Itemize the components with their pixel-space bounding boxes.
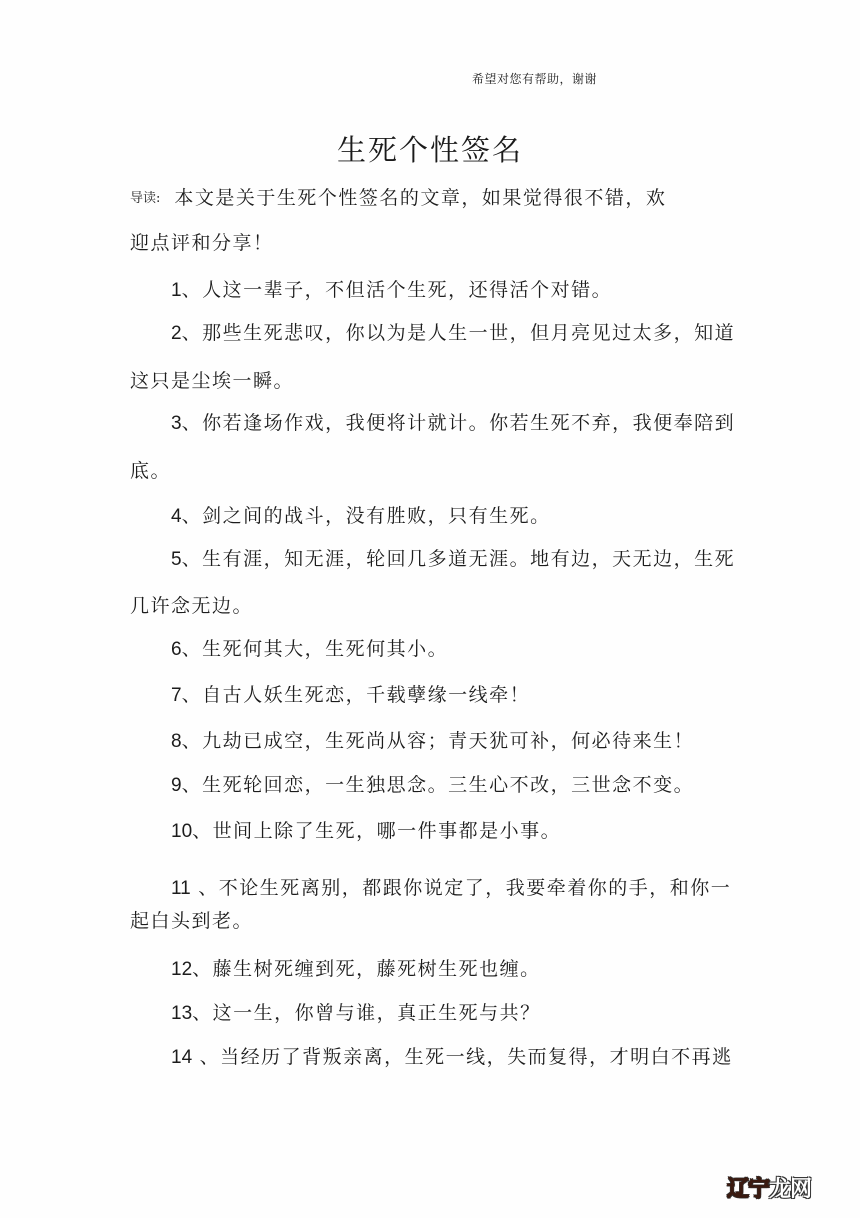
list-item-6: [171, 637, 448, 662]
item-number: 13: [171, 1003, 193, 1024]
list-item-7: [171, 683, 530, 708]
item-text: 、生有涯，知无涯，轮回几多道无涯。地有边，天无边，生死: [181, 548, 736, 570]
list-item-2: [171, 321, 735, 346]
list-item-4: [171, 504, 551, 529]
item-text: 、藤生树死缠到死，藤死树生死也缠。: [192, 958, 541, 980]
item-number: 14: [171, 1047, 193, 1068]
list-item-14: [171, 1045, 733, 1070]
item-number: 6: [171, 639, 182, 660]
list-item-8: [171, 729, 694, 754]
item-number: 3: [171, 413, 182, 434]
item-number: 10: [171, 821, 193, 842]
list-item-10: [171, 819, 561, 844]
list-item-3-cont: 底。: [130, 460, 172, 482]
watermark-text-red: 辽宁: [727, 1177, 770, 1202]
item-text: 、那些生死悲叹，你以为是人生一世，但月亮见过太多，知道: [181, 322, 736, 344]
list-item-2-cont: 这只是尘埃一瞬。: [130, 370, 295, 392]
lead-label: 导读:: [130, 191, 161, 206]
document-title: 生死个性签名: [336, 133, 523, 167]
list-item-12: [171, 957, 541, 982]
list-item-9: [171, 773, 694, 798]
lead-text-1: 本文是关于生死个性签名的文章，如果觉得很不错，欢: [174, 187, 667, 209]
list-item-1: [171, 278, 612, 303]
item-text: 、不论生死离别，都跟你说定了，我要牵着你的手，和你一: [190, 877, 732, 899]
item-text: 、剑之间的战斗，没有胜败，只有生死。: [181, 505, 551, 527]
item-text: 、当经历了背叛亲离，生死一线，失而复得，才明白不再逃: [192, 1046, 733, 1068]
list-item-11: [171, 876, 731, 901]
site-watermark-logo: [727, 1172, 811, 1203]
item-text: 、人这一辈子，不但活个生死，还得活个对错。: [181, 279, 613, 301]
item-number: 2: [171, 323, 182, 344]
item-number: 4: [171, 506, 182, 527]
item-text: 、这一生，你曾与谁，真正生死与共？: [192, 1002, 541, 1024]
lead-line-1: [130, 186, 666, 211]
item-text: 、九劫已成空，生死尚从容；青天犹可补，何必待来生！: [181, 730, 695, 752]
item-number: 1: [171, 280, 182, 301]
item-number: 9: [171, 775, 182, 796]
list-item-5-cont: 几许念无边。: [130, 595, 254, 617]
header-note: 希望对您有帮助，谢谢: [472, 72, 598, 86]
item-text: 、你若逢场作戏，我便将计就计。你若生死不弃，我便奉陪到: [181, 412, 736, 434]
watermark-text-white: 龙网: [769, 1177, 812, 1202]
item-number: 7: [171, 685, 182, 706]
item-text: 、世间上除了生死，哪一件事都是小事。: [192, 820, 562, 842]
list-item-3: [171, 411, 735, 436]
item-text: 、生死何其大，生死何其小。: [181, 638, 449, 660]
list-item-5: [171, 547, 735, 572]
item-text: 、生死轮回恋，一生独思念。三生心不改，三世念不变。: [181, 774, 695, 796]
item-number: 5: [171, 549, 182, 570]
item-number: 8: [171, 731, 182, 752]
item-number: 12: [171, 959, 193, 980]
item-text: 、自古人妖生死恋，千载孽缘一线牵！: [181, 684, 531, 706]
list-item-13: [171, 1001, 541, 1026]
lead-line-2: 迎点评和分享！: [130, 232, 274, 254]
item-number: 11: [171, 878, 191, 899]
list-item-11-cont: 起白头到老。: [130, 910, 254, 932]
